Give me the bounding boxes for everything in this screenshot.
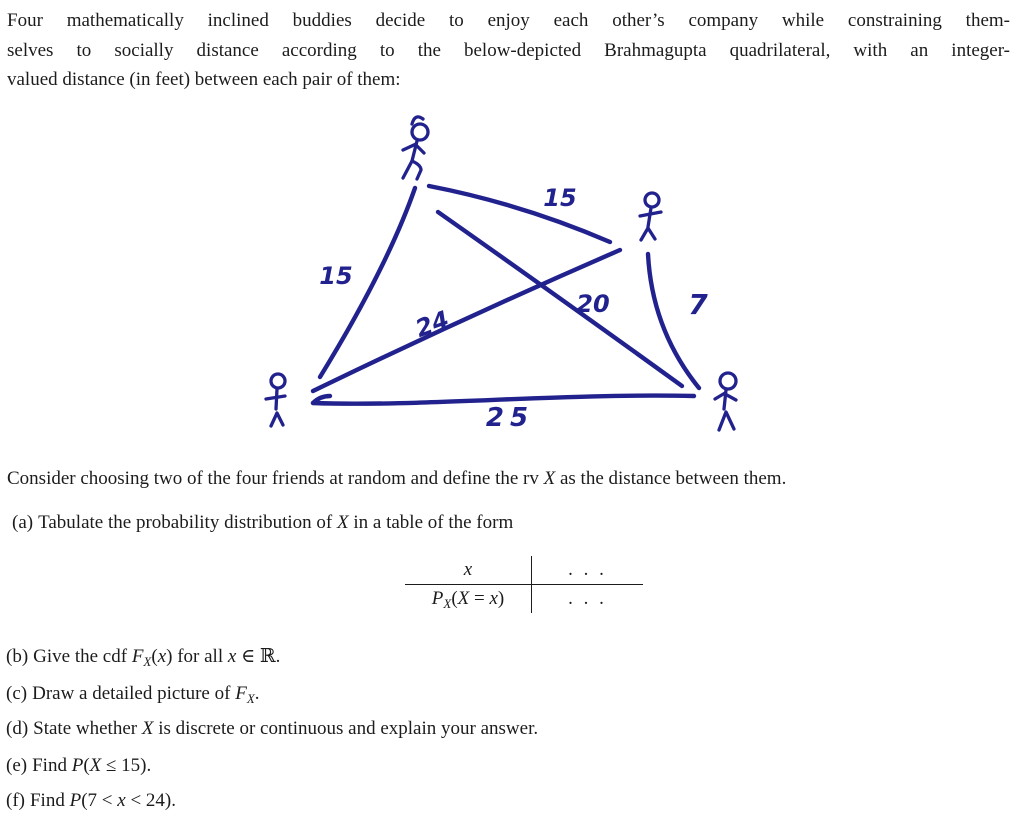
part-d-label: (d) <box>6 718 29 739</box>
part-e-label: (e) <box>6 755 28 776</box>
part-c <box>6 679 260 714</box>
part-b <box>6 642 280 677</box>
table-header-dots: . . . <box>568 559 607 580</box>
part-b-text: Give the cdf $F_X(x)$ for all x ∈ ℝ. <box>33 646 281 669</box>
table-value-row <box>405 585 643 613</box>
part-e <box>6 751 151 781</box>
diagonal-bottomleft-to-right <box>313 250 620 391</box>
table-value-dots: . . . <box>568 588 607 609</box>
part-a-text: Tabulate the probability distribution of X in a table of the form <box>38 512 514 533</box>
probability-table <box>405 556 643 613</box>
stick-figure-bottom-left-icon <box>266 374 285 426</box>
diagonal-top-to-bottomright <box>438 212 682 386</box>
part-d <box>6 714 538 744</box>
part-a <box>12 508 513 538</box>
edge-label-20: 20 <box>576 290 610 318</box>
part-d-text: State whether X is discrete or continuous and explain your answer. <box>33 718 539 739</box>
edge-top-to-right <box>429 186 610 242</box>
part-f-text: Find P(7 < x < 24). <box>29 790 176 811</box>
part-c-text: Draw a detailed picture of $F_X$. <box>32 683 260 706</box>
part-f <box>6 786 176 816</box>
part-a-label: (a) <box>12 512 34 533</box>
edge-label-25: 25 <box>485 403 535 433</box>
part-f-label: (f) <box>6 790 25 811</box>
part-e-text: Find P(X ≤ 15). <box>32 755 152 776</box>
stick-figure-top-icon <box>403 117 428 179</box>
edge-label-left-15: 15 <box>319 262 353 290</box>
part-b-label: (b) <box>6 646 29 667</box>
intro-line-2: selves to socially distance according to the below-depicted Brahmagupta quadrilateral, with an integer- <box>7 39 1010 61</box>
intro-line-3: valued distance (in feet) between each pair of them: <box>7 69 401 90</box>
table-pmf-cell: $P_X(X = x)$ <box>405 585 532 613</box>
intro-paragraph <box>7 6 1010 95</box>
edge-label-24: 24 <box>411 305 453 343</box>
table-header-row <box>405 556 643 585</box>
part-c-label: (c) <box>6 683 28 704</box>
stick-figure-right-icon <box>640 193 661 240</box>
quadrilateral-diagram <box>250 100 780 445</box>
table-header-x: x <box>405 556 532 584</box>
edge-label-7: 7 <box>688 288 708 321</box>
consider-sentence: Consider choosing two of the four friends at random and define the rv X as the distance between them. <box>7 468 787 489</box>
edge-label-top-15: 15 <box>543 184 577 212</box>
intro-line-1: Four mathematically inclined buddies decide to enjoy each other’s company while constraining them- <box>7 10 1010 31</box>
stick-figure-bottom-right-icon <box>715 373 736 430</box>
